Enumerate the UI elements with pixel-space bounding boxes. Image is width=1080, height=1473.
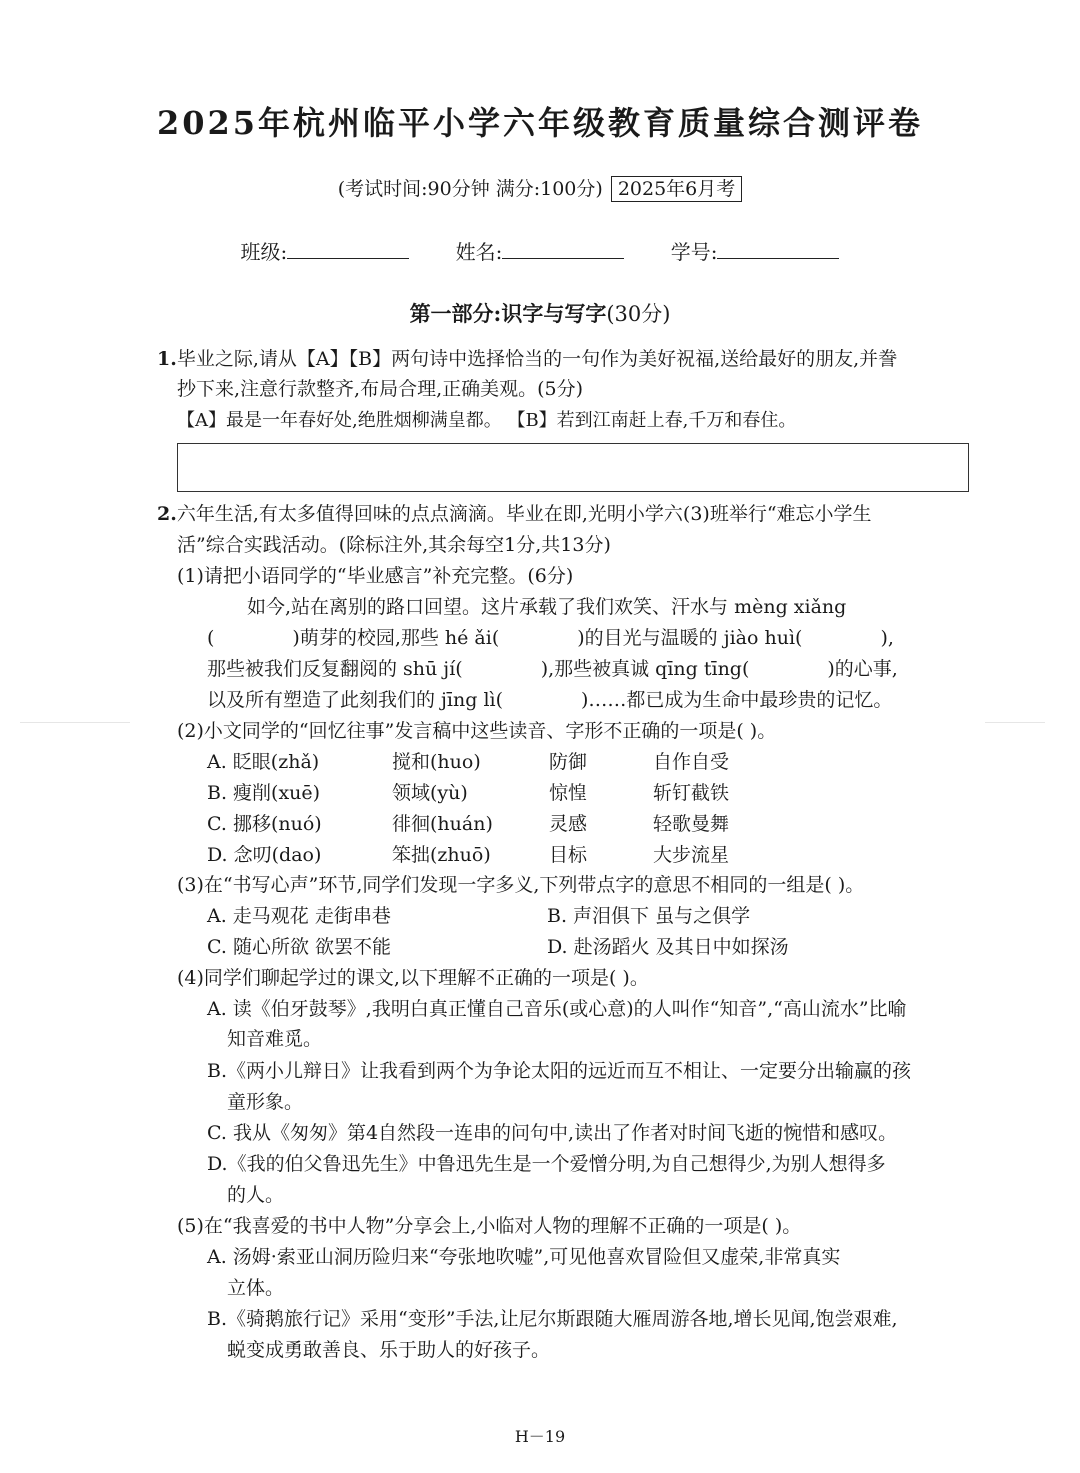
- q2-1-text-4a: 以及所有塑造了此刻我们的 jīng lì(: [207, 689, 504, 711]
- q2-1-stem: (1)请把小语同学的“毕业感言”补充完整。(6分): [177, 565, 574, 587]
- id-input-line[interactable]: [717, 240, 839, 259]
- q2-5-option-b2: 蜕变成勇敢善良、乐于助人的好孩子。: [227, 1339, 551, 1361]
- q2-4-option-d2: 的人。: [227, 1184, 285, 1206]
- q1-text-1: 毕业之际,请从【A】【B】两句诗中选择恰当的一句作为美好祝福,送给最好的朋友,并誊: [176, 348, 898, 370]
- q2-2-option-d-d: 大步流星: [653, 844, 730, 866]
- student-info: [0, 236, 1080, 265]
- q2-3-option-c: C. 随心所欲 欲罢不能: [207, 936, 391, 958]
- q2-1-text-3c: )的心事,: [827, 658, 898, 680]
- q2-1-line1: 如今,站在离别的路口回望。这片承载了我们欢笑、汗水与 mèng xiǎng: [247, 596, 847, 618]
- time-score: (考试时间:90分钟 满分:100分): [337, 178, 603, 200]
- id-label: 学号:: [670, 240, 718, 264]
- q2-2-option-a-c: 防御: [549, 751, 588, 773]
- q2-5-option-b1: B.《骑鹅旅行记》采用“变形”手法,让尼尔斯跟随大雁周游各地,增长见闻,饱尝艰难,: [207, 1308, 898, 1330]
- q1-number: 1.: [157, 348, 177, 370]
- q2-2-option-b-b: 领域(yù): [392, 782, 468, 804]
- q2-1-text-2c: )的目光与温暖的 jiào huì(: [577, 627, 803, 649]
- name-label: 姓名:: [455, 240, 503, 264]
- q2-4-option-a1: A. 读《伯牙鼓琴》,我明白真正懂自己音乐(或心意)的人叫作“知音”,“高山流水”比喻: [207, 998, 907, 1020]
- q2-number: 2.: [157, 503, 177, 525]
- q2-2-option-b-a: B. 瘦削(xuē): [207, 782, 321, 804]
- q2-4-option-b2: 童形象。: [227, 1091, 304, 1113]
- exam-date-box: 2025年6月考: [611, 176, 742, 202]
- q2-4-stem: (4)同学们聊起学过的课文,以下理解不正确的一项是( )。: [177, 967, 649, 989]
- q2-4-option-c: C. 我从《匆匆》第4自然段一连串的问句中,读出了作者对时间飞逝的惋惜和感叹。: [207, 1122, 898, 1144]
- q2-5-stem: (5)在“我喜爱的书中人物”分享会上,小临对人物的理解不正确的一项是( )。: [177, 1215, 802, 1237]
- q2-2-option-b-d: 斩钉截铁: [653, 782, 730, 804]
- q2-2-option-c-c: 灵感: [549, 813, 588, 835]
- exam-title: 2025年杭州临平小学六年级教育质量综合测评卷: [156, 104, 924, 142]
- scan-artifact-right: [985, 722, 1045, 723]
- name-field: [456, 240, 625, 264]
- q2-2-option-d-c: 目标: [549, 844, 588, 866]
- scan-artifact-left: [20, 722, 130, 723]
- q2-4-option-d1: D.《我的伯父鲁迅先生》中鲁迅先生是一个爱憎分明,为自己想得少,为别人想得多: [207, 1153, 886, 1175]
- id-field: [671, 240, 840, 264]
- section-name: 第一部分:识字与写字: [409, 301, 607, 326]
- q2-1-line4: [207, 685, 892, 715]
- q2-5-option-a1: A. 汤姆·索亚山洞历险归来“夸张地吹嘘”,可见他喜欢冒险但又虚荣,非常真实: [207, 1246, 841, 1268]
- q2-2-option-d-b: 笨拙(zhuō): [392, 844, 491, 866]
- exam-meta: [0, 174, 1080, 201]
- q2-1-text-3b: ),那些被真诚 qīng tīng(: [540, 658, 750, 680]
- q2-2-option-c-d: 轻歌曼舞: [653, 813, 730, 835]
- q2-3-option-a: A. 走马观花 走街串巷: [207, 905, 391, 927]
- q2-1-text-2b: )萌芽的校园,那些 hé ǎi(: [292, 627, 500, 649]
- q2-line1: [157, 499, 872, 529]
- q2-4-option-b1: B.《两小儿辩日》让我看到两个为争论太阳的远近而互不相让、一定要分出输赢的孩: [207, 1060, 912, 1082]
- q2-3-stem: (3)在“书写心声”环节,同学们发现一字多义,下列带点字的意思不相同的一组是( )。: [177, 874, 865, 896]
- q2-2-option-a-a: A. 眨眼(zhǎ): [207, 751, 320, 773]
- q2-2-option-b-c: 惊惶: [549, 782, 588, 804]
- q2-2-option-a-d: 自作自受: [653, 751, 730, 773]
- q1-line1: [157, 344, 897, 374]
- q2-1-text-4b: )……都已成为生命中最珍贵的记忆。: [581, 689, 893, 711]
- blank-open-1: (: [207, 627, 215, 649]
- q2-4-option-a2: 知音难觅。: [227, 1028, 323, 1050]
- q2-2-option-c-a: C. 挪移(nuó): [207, 813, 322, 835]
- q2-3-option-d: D. 赴汤蹈火 及其日中如探汤: [547, 936, 789, 958]
- q2-text-1: 六年生活,有太多值得回味的点点滴滴。毕业在即,光明小学六(3)班举行“难忘小学生: [176, 503, 872, 525]
- q2-2-option-d-a: D. 念叨(dao): [207, 844, 322, 866]
- q1-line2: 抄下来,注意行款整齐,布局合理,正确美观。(5分): [177, 378, 584, 400]
- q2-5-option-a2: 立体。: [227, 1277, 285, 1299]
- section-score: (30分): [606, 302, 671, 326]
- class-label: 班级:: [240, 240, 288, 264]
- q2-line2: 活”综合实践活动。(除标注外,其余每空1分,共13分): [177, 534, 611, 556]
- q2-1-line3: [207, 654, 898, 684]
- q1-answer-box[interactable]: [177, 443, 969, 492]
- q2-2-stem: (2)小文同学的“回忆往事”发言稿中这些读音、字形不正确的一项是( )。: [177, 720, 777, 742]
- section-heading: [0, 298, 1080, 328]
- class-field: [241, 240, 410, 264]
- q2-1-text-3a: 那些被我们反复翻阅的 shū jí(: [207, 658, 463, 680]
- class-input-line[interactable]: [287, 240, 409, 259]
- page-number: H－19: [514, 1427, 566, 1446]
- q2-2-option-c-b: 徘徊(huán): [392, 813, 493, 835]
- q1-options: 【A】最是一年春好处,绝胜烟柳满皇都。 【B】若到江南赶上春,千万和春住。: [177, 410, 797, 431]
- q2-1-line2: [207, 623, 894, 653]
- q2-1-text-2d: ),: [880, 627, 894, 649]
- q2-2-option-a-b: 搅和(huo): [392, 751, 481, 773]
- q2-3-option-b: B. 声泪俱下 虽与之俱学: [547, 905, 751, 927]
- name-input-line[interactable]: [502, 240, 624, 259]
